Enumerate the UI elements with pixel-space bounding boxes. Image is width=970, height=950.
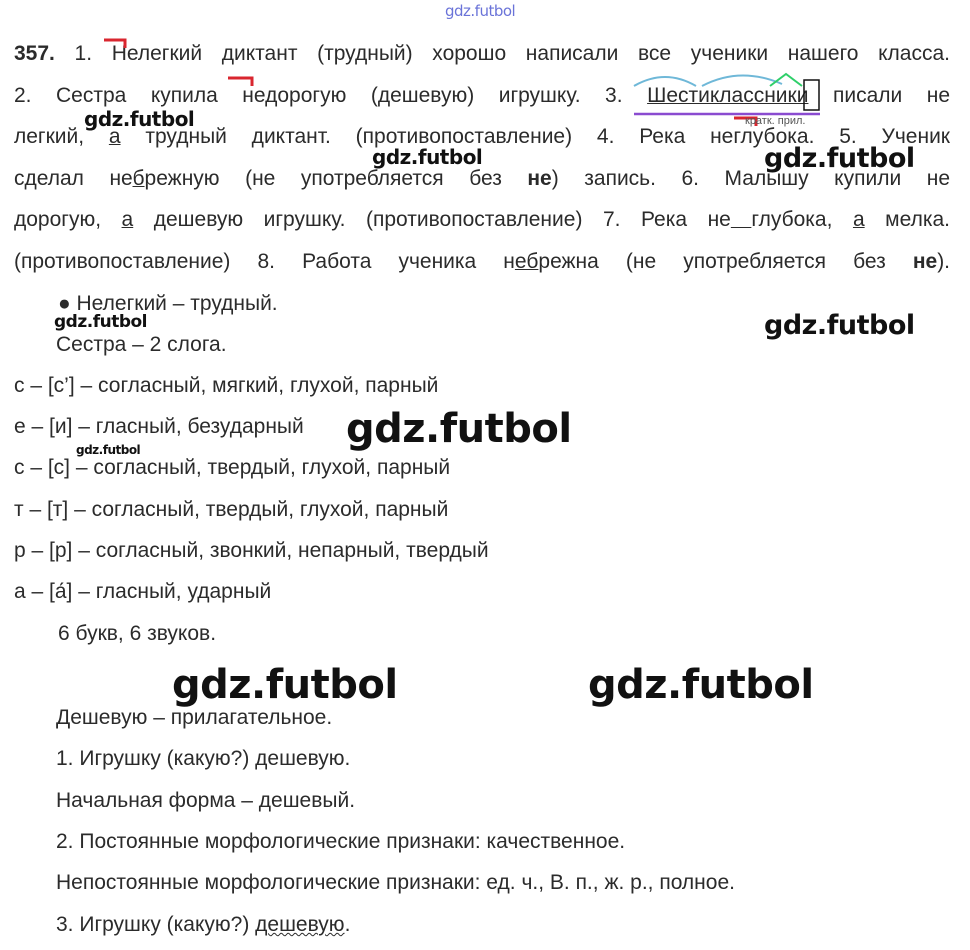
exercise-number: 357.	[14, 42, 55, 65]
watermark-top: gdz.futbol	[445, 2, 516, 20]
syllables-line: Сестра – 2 слога.	[56, 333, 227, 356]
watermark: gdz.futbol	[764, 310, 915, 341]
morph-line-1: 1. Игрушку (какую?) дешевую.	[56, 747, 351, 770]
sentence-1: 1. Нелегкий диктант (трудный) хорошо написали все ученики нашего класса.	[74, 42, 950, 65]
watermark: gdz.futbol	[372, 145, 483, 169]
root-arc-1	[634, 77, 696, 86]
letter-row: с – [с’] – согласный, мягкий, глухой, парный	[14, 374, 439, 397]
annotation-short-adjective: кратк. прил.	[745, 115, 806, 127]
watermark: gdz.futbol	[346, 406, 572, 452]
watermark: gdz.futbol	[172, 662, 398, 708]
morph-title: Дешевую – прилагательное.	[56, 706, 333, 729]
suffix-mark	[770, 74, 802, 86]
synonym-line: ● Нелегкий – трудный.	[58, 292, 278, 315]
watermark: gdz.futbol	[588, 662, 814, 708]
letters-sounds-summary: 6 букв, 6 звуков.	[58, 622, 217, 645]
letter-row: е – [и] – гласный, безударный	[14, 415, 304, 438]
watermark: gdz.futbol	[54, 312, 147, 332]
root-arc-2	[702, 75, 782, 86]
ne-mark-2	[228, 78, 252, 86]
ne-mark-1	[104, 40, 125, 48]
ending-box	[804, 80, 819, 110]
morph-line-4: Непостоянные морфологические признаки: ед. ч., В. п., ж. р., полное.	[56, 871, 735, 894]
morph-line-2: Начальная форма – дешевый.	[56, 789, 356, 812]
letter-row: т – [т] – согласный, твердый, глухой, парный	[14, 498, 449, 521]
watermark: gdz.futbol	[764, 143, 915, 174]
word-cheap: дешевую	[255, 913, 345, 936]
watermark: gdz.futbol	[84, 107, 195, 131]
letter-row: с – [с] – согласный, твердый, глухой, парный	[14, 456, 451, 479]
ne-prefix: не	[242, 83, 266, 107]
letter-row: р – [р] – согласный, звонкий, непарный, твердый	[14, 539, 489, 562]
letter-row: а – [а́] – гласный, ударный	[14, 580, 272, 603]
watermark: gdz.futbol	[76, 443, 141, 457]
word-shestiklassniki: Шестиклассники	[647, 83, 809, 107]
morph-line-3: 2. Постоянные морфологические признаки: качественное.	[56, 830, 626, 853]
morph-line-5: 3. Игрушку (какую?) дешевую.	[56, 913, 351, 936]
exercise-paragraph: 357. 1. Нелегкий диктант (трудный) хорошо написали все ученики нашего класса. 2. Сестра купила недорогую (дешевую) игрушку. 3. Шестиклассники писали не легкий, а трудный диктант. (противопоставление) 4. Река неглубока. 5. Ученик сделал небрежную (не употребляется без не) запись. 6. Малышу купили не дорогую, а дешевую игрушку. (противопоставление) 7. Река не глубока, а мелка. (противопоставление) 8. Работа ученика небрежна (не употребляется без не).	[14, 42, 951, 273]
